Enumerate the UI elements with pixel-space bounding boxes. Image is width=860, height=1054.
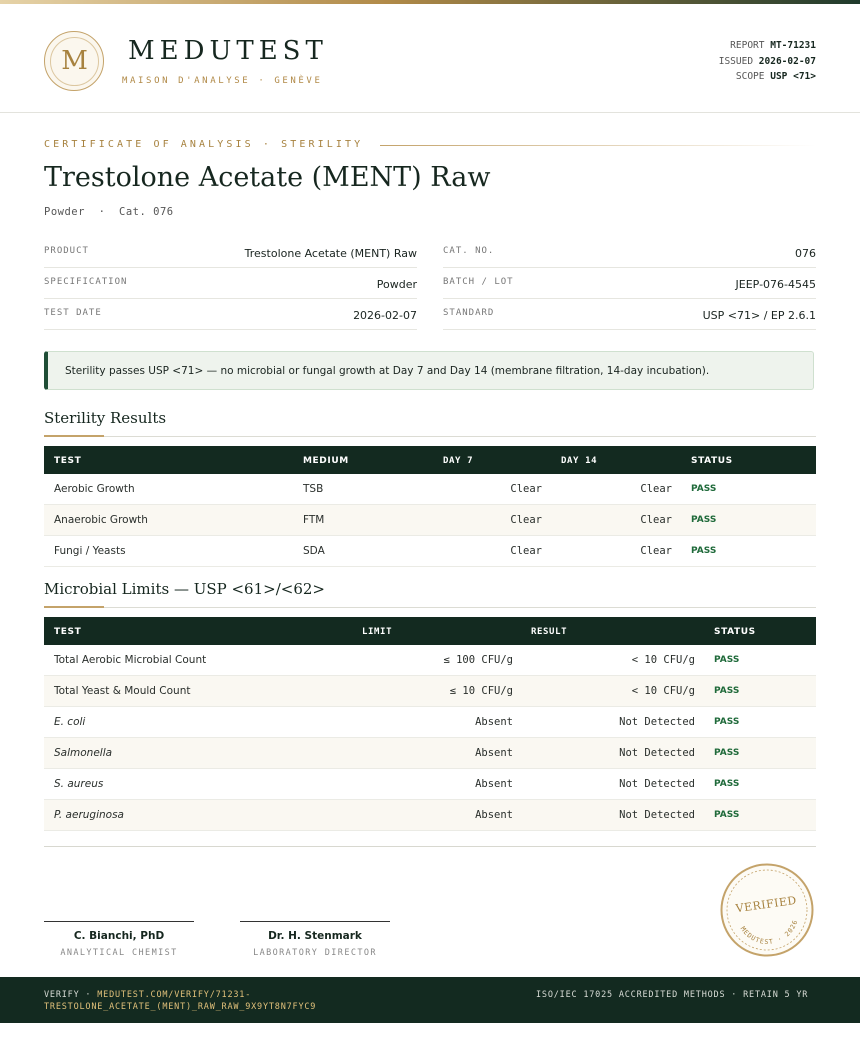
table-row: Aerobic Growth TSB Clear Clear PASS (44, 474, 816, 505)
info-row-batch: BATCH / LOT JEEP-076-4545 (443, 268, 816, 299)
sterility-table (44, 446, 816, 567)
signature-role: LABORATORY DIRECTOR (253, 948, 377, 958)
status-badge: PASS (691, 484, 717, 494)
logo-seal-icon (44, 31, 104, 91)
status-badge: PASS (714, 810, 740, 820)
info-row-product: PRODUCT Trestolone Acetate (MENT) Raw (44, 237, 417, 268)
status-badge: PASS (714, 779, 740, 789)
report-meta (719, 38, 816, 85)
signature-role: ANALYTICAL CHEMIST (60, 948, 178, 958)
info-left (44, 237, 417, 330)
status-badge: PASS (714, 686, 740, 696)
status-badge: PASS (714, 655, 740, 665)
table-header: TEST LIMIT RESULT STATUS (44, 617, 816, 645)
status-badge: PASS (691, 546, 717, 556)
accreditation-note: ISO/IEC 17025 ACCREDITED METHODS · RETAIN 5 YR (536, 990, 809, 1000)
signature-name: Dr. H. Stenmark (268, 930, 362, 942)
signature-block-director (240, 921, 390, 958)
status-badge: PASS (714, 748, 740, 758)
brand-name: MEDUTEST (128, 36, 328, 66)
status-badge: PASS (714, 717, 740, 727)
verified-seal-icon (720, 863, 814, 957)
section-accent (44, 435, 104, 437)
table-row: Fungi / Yeasts SDA Clear Clear PASS (44, 536, 816, 567)
svg-text:MEDUTEST · 2026: MEDUTEST · 2026 (738, 918, 800, 947)
section-rule (44, 607, 816, 608)
result-callout (44, 351, 814, 390)
microbial-table (44, 617, 816, 831)
section-rule (44, 436, 816, 437)
verify-link[interactable]: VERIFY · MEDUTEST.COM/VERIFY/71231- TRESTOLONE_ACETATE_(MENT)_RAW_RAW_9X9YT8N7FYC9 (44, 990, 317, 1012)
status-badge: PASS (691, 515, 717, 525)
table-row: S. aureus Absent Not Detected PASS (44, 769, 816, 800)
table-row: E. coli Absent Not Detected PASS (44, 707, 816, 738)
logo-monogram: M (50, 37, 99, 86)
signature-block-chemist (44, 921, 194, 958)
section-title-microbial: Microbial Limits — USP <61>/<62> (44, 580, 325, 598)
section-title-sterility: Sterility Results (44, 409, 167, 427)
callout-text: Sterility passes USP <71> — no microbial or fungal growth at Day 7 and Day 14 (membrane filtration, 14-day incubation). (65, 365, 710, 377)
info-row-standard: STANDARD USP <71> / EP 2.6.1 (443, 299, 816, 330)
meta-report: REPORT MT-71231 (730, 40, 816, 51)
table-row: Anaerobic Growth FTM Clear Clear PASS (44, 505, 816, 536)
table-row: P. aeruginosa Absent Not Detected PASS (44, 800, 816, 831)
signature-divider (44, 846, 816, 847)
meta-scope: SCOPE USP <71> (735, 71, 816, 82)
brand-tagline: MAISON D'ANALYSE · GENÈVE (122, 76, 323, 86)
document-eyebrow: CERTIFICATE OF ANALYSIS · STERILITY (44, 139, 364, 150)
meta-issued: ISSUED 2026-02-07 (718, 55, 816, 67)
table-header: TEST MEDIUM DAY 7 DAY 14 STATUS (44, 446, 816, 474)
table-row: Total Aerobic Microbial Count ≤ 100 CFU/g < 10 CFU/g PASS (44, 645, 816, 676)
footer (0, 977, 860, 1023)
info-row-test-date: TEST DATE 2026-02-07 (44, 299, 417, 330)
info-right (443, 237, 816, 330)
header (0, 4, 860, 113)
page-title: Trestolone Acetate (MENT) Raw (44, 162, 491, 193)
signature-name: C. Bianchi, PhD (73, 930, 165, 942)
info-row-cat-no: CAT. NO. 076 (443, 237, 816, 268)
page-subtitle: Powder · Cat. 076 (44, 206, 174, 218)
table-row: Salmonella Absent Not Detected PASS (44, 738, 816, 769)
section-accent (44, 606, 104, 608)
svg-text:VERIFIED: VERIFIED (734, 893, 798, 916)
eyebrow-divider (380, 145, 816, 146)
table-row: Total Yeast & Mould Count ≤ 10 CFU/g < 10 CFU/g PASS (44, 676, 816, 707)
info-row-specification: SPECIFICATION Powder (44, 268, 417, 299)
